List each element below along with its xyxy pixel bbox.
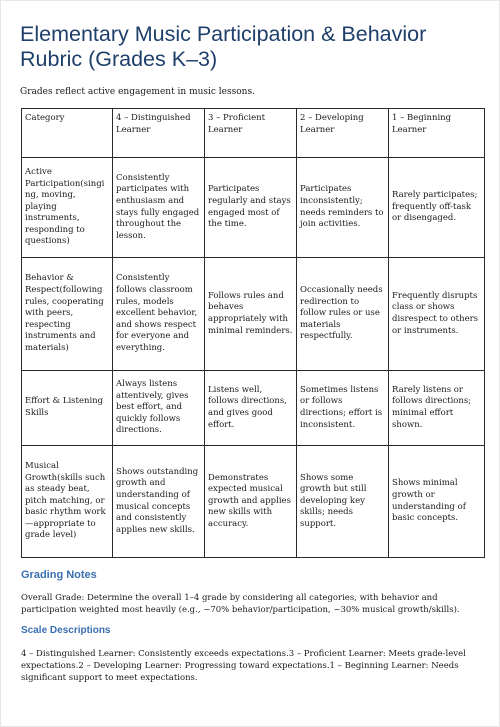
rubric-cell: Participates regularly and stays engaged most of the time. bbox=[205, 158, 297, 258]
rubric-cell: Listens well, follows directions, and gives good effort. bbox=[205, 371, 297, 446]
table-row bbox=[22, 258, 485, 371]
page-title: Elementary Music Participation & Behavior Rubric (Grades K–3) bbox=[20, 22, 427, 71]
grading-notes-heading: Grading Notes bbox=[21, 569, 97, 581]
rubric-cell: Occasionally needs redirection to follow rules or use materials respectfully. bbox=[297, 258, 389, 371]
rubric-cell: Rarely participates; frequently off-task or disengaged. bbox=[389, 158, 485, 258]
grading-notes-text: Overall Grade: Determine the overall 1–4 grade by considering all categories, with behavior and participation weighted most heavily (e.g., ~70% behavior/participation, ~30% musical growth/skills). bbox=[21, 593, 460, 615]
rubric-table bbox=[21, 108, 485, 558]
rubric-cell: Shows outstanding growth and understanding of musical concepts and consistently applies new skills. bbox=[113, 446, 205, 558]
header-level-4: 4 – Distinguished Learner bbox=[113, 109, 205, 158]
table-row bbox=[22, 446, 485, 558]
table-header-row bbox=[22, 109, 485, 158]
rubric-cell: Consistently participates with enthusiasm and stays fully engaged throughout the lesson. bbox=[113, 158, 205, 258]
rubric-cell: Follows rules and behaves appropriately with minimal reminders. bbox=[205, 258, 297, 371]
table-row bbox=[22, 371, 485, 446]
rubric-cell: Demonstrates expected musical growth and applies new skills with accuracy. bbox=[205, 446, 297, 558]
subtitle: Grades reflect active engagement in music lessons. bbox=[20, 87, 255, 97]
header-category: Category bbox=[22, 109, 113, 158]
category-cell: Active Participation(singing, moving, playing instruments, responding to questions) bbox=[22, 158, 113, 258]
header-level-1: 1 – Beginning Learner bbox=[389, 109, 485, 158]
rubric-cell: Shows some growth but still developing key skills; needs support. bbox=[297, 446, 389, 558]
header-level-2: 2 – Developing Learner bbox=[297, 109, 389, 158]
rubric-cell: Rarely listens or follows directions; minimal effort shown. bbox=[389, 371, 485, 446]
rubric-cell: Shows minimal growth or understanding of basic concepts. bbox=[389, 446, 485, 558]
rubric-cell: Sometimes listens or follows directions; effort is inconsistent. bbox=[297, 371, 389, 446]
rubric-cell: Consistently follows classroom rules, models excellent behavior, and shows respect for everyone and everything. bbox=[113, 258, 205, 371]
category-cell: Effort & Listening Skills bbox=[22, 371, 113, 446]
scale-descriptions-text: 4 – Distinguished Learner: Consistently exceeds expectations.3 – Proficient Learner: Meets grade-level expectations.2 – Developing Learner: Progressing toward expectations.1 – Beginning Learner: Needs significant support to meet expectations. bbox=[21, 649, 466, 683]
scale-descriptions-heading: Scale Descriptions bbox=[21, 625, 111, 636]
table-row bbox=[22, 158, 485, 258]
rubric-cell: Always listens attentively, gives best effort, and quickly follows directions. bbox=[113, 371, 205, 446]
rubric-cell: Frequently disrupts class or shows disrespect to others or instruments. bbox=[389, 258, 485, 371]
category-cell: Behavior & Respect(following rules, cooperating with peers, respecting instruments and materials) bbox=[22, 258, 113, 371]
category-cell: Musical Growth(skills such as steady beat, pitch matching, or basic rhythm work—appropriate to grade level) bbox=[22, 446, 113, 558]
rubric-cell: Participates inconsistently; needs reminders to join activities. bbox=[297, 158, 389, 258]
header-level-3: 3 – Proficient Learner bbox=[205, 109, 297, 158]
